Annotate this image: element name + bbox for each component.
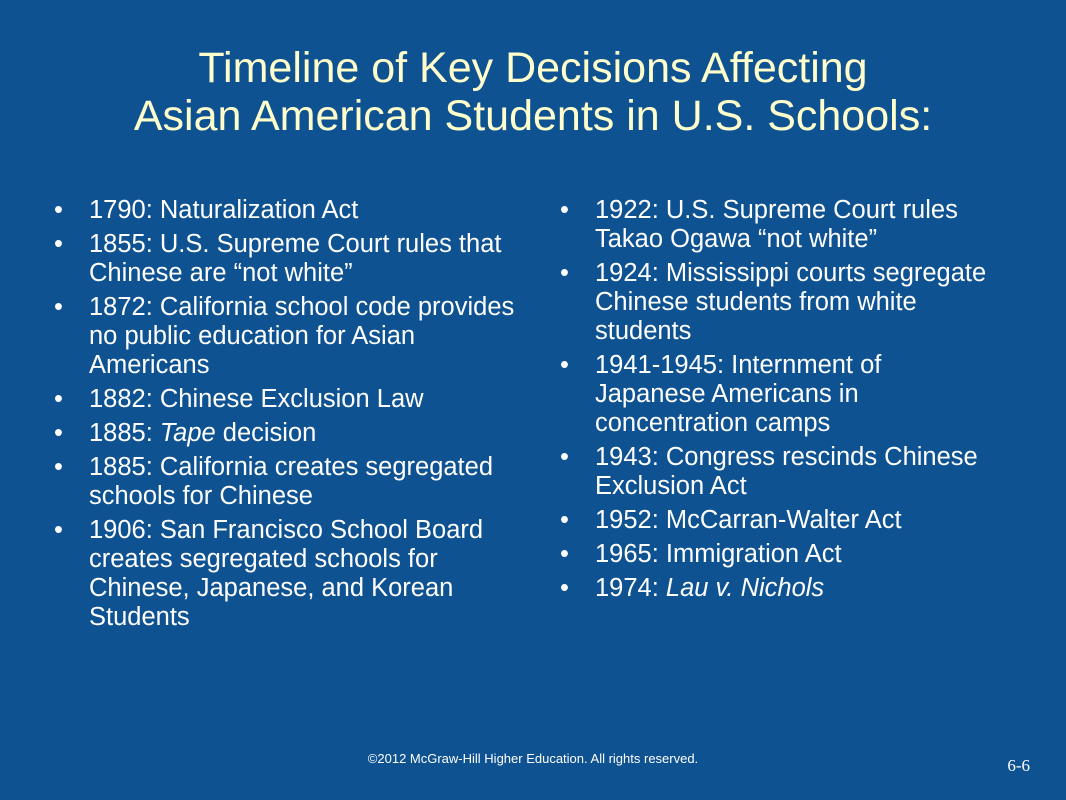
timeline-item-text: 1885:: [89, 419, 160, 447]
bullet-icon: •: [54, 196, 63, 224]
timeline-item: [560, 506, 990, 535]
timeline-item: [560, 259, 990, 346]
copyright-footer: ©2012 McGraw-Hill Higher Education. All rights reserved.: [367, 751, 699, 766]
timeline-item-text-suffix: decision: [215, 419, 317, 447]
timeline-item: [54, 516, 534, 632]
timeline-item-text: 1941-1945: Internment of Japanese Americans in concentration camps: [595, 351, 882, 437]
timeline-item-text: 1922: U.S. Supreme Court rules Takao Ogawa “not white”: [595, 196, 958, 253]
timeline-item-text: 1943: Congress rescinds Chinese Exclusion Act: [595, 443, 978, 500]
timeline-item-text: 1952: McCarran-Walter Act: [595, 506, 902, 534]
slide-title-line-2: Asian American Students in U.S. Schools:: [133, 92, 933, 140]
timeline-item: [54, 293, 534, 380]
case-name-italic: Lau v. Nichols: [665, 574, 825, 602]
bullet-icon: •: [560, 351, 569, 379]
timeline-item-text: 1882: Chinese Exclusion Law: [89, 385, 424, 413]
timeline-item-text: 1924: Mississippi courts segregate Chinese students from white students: [595, 259, 987, 345]
timeline-item: [54, 419, 534, 448]
bullet-icon: •: [560, 506, 569, 534]
timeline-item-text: 1974:: [595, 574, 666, 602]
bullet-icon: •: [560, 574, 569, 602]
bullet-icon: •: [54, 385, 63, 413]
timeline-item: [560, 574, 990, 603]
timeline-item: [54, 230, 534, 288]
case-name-italic: Tape: [159, 419, 216, 447]
bullet-icon: •: [560, 259, 569, 287]
slide-number: 6-6: [1007, 756, 1030, 775]
bullet-icon: •: [54, 419, 63, 447]
bullet-icon: •: [560, 196, 569, 224]
timeline-item: [560, 540, 990, 569]
timeline-item-text: 1965: Immigration Act: [595, 540, 842, 568]
bullet-icon: •: [54, 293, 63, 321]
bullet-icon: •: [54, 516, 63, 544]
timeline-item: [54, 196, 534, 225]
timeline-item-text: 1906: San Francisco School Board creates segregated schools for Chinese, Japanese, and Korean Students: [89, 516, 484, 631]
bullet-icon: •: [560, 443, 569, 471]
timeline-left-column: [54, 196, 534, 637]
slide-title-line-1: Timeline of Key Decisions Affecting: [198, 44, 868, 92]
slide-title: [0, 44, 1066, 140]
timeline-item: [560, 351, 990, 438]
timeline-item: [560, 196, 990, 254]
timeline-item-text: 1855: U.S. Supreme Court rules that Chinese are “not white”: [89, 230, 502, 287]
timeline-item-text: 1790: Naturalization Act: [89, 196, 359, 224]
timeline-item-text: 1872: California school code provides no public education for Asian Americans: [89, 293, 515, 379]
bullet-icon: •: [560, 540, 569, 568]
bullet-icon: •: [54, 453, 63, 481]
timeline-item: [560, 443, 990, 501]
bullet-icon: •: [54, 230, 63, 258]
timeline-item: [54, 453, 534, 511]
timeline-item-text: 1885: California creates segregated schools for Chinese: [89, 453, 494, 510]
timeline-item: [54, 385, 534, 414]
timeline-right-column: [560, 196, 990, 608]
